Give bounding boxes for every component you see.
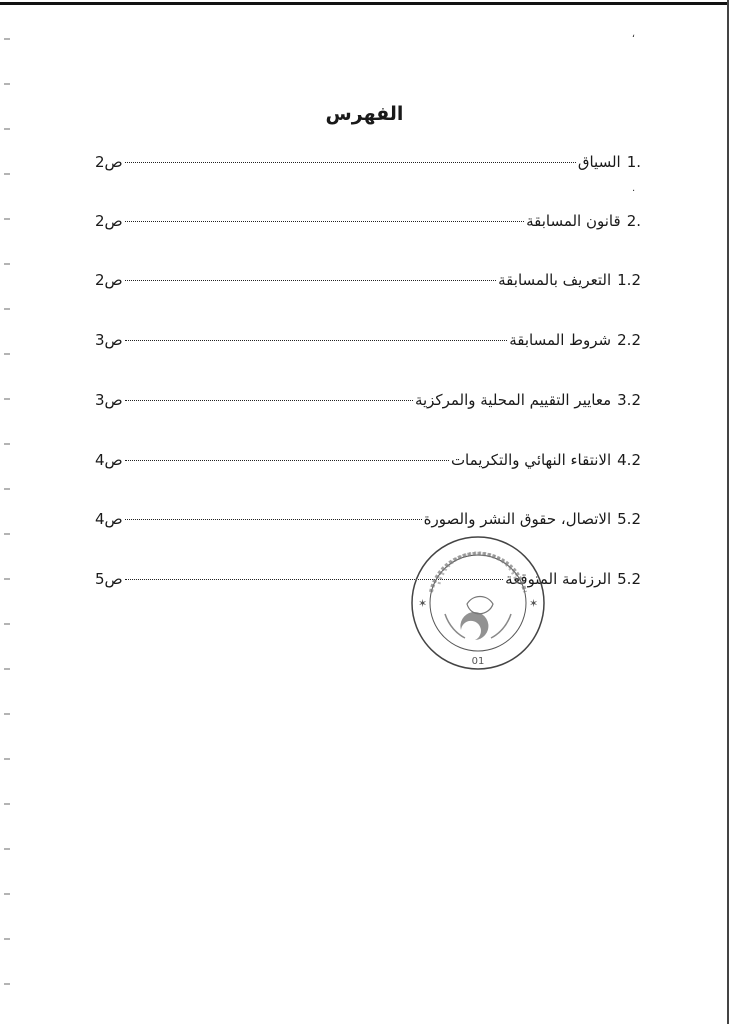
toc-entry-label: الرزنامة المتوقعة <box>505 570 612 588</box>
toc-entry-page: ص2 <box>95 271 123 289</box>
seal-number: 01 <box>471 656 485 667</box>
toc-entry-page: ص3 <box>95 331 123 349</box>
toc-entry-page: ص3 <box>95 391 123 409</box>
seal-branch-right-icon <box>491 614 511 638</box>
toc-leader-dots <box>125 162 576 163</box>
toc-entry-page: ص4 <box>95 510 123 528</box>
toc-entry <box>95 212 641 238</box>
seal-crescent-icon <box>460 612 488 640</box>
seal-emblem-icon <box>467 597 493 614</box>
toc-entry-label: شروط المسابقة <box>509 331 612 349</box>
seal-star-left-icon: ✶ <box>418 597 428 610</box>
toc-entry-label: التعريف بالمسابقة <box>498 271 612 289</box>
top-border-line <box>0 2 729 5</box>
toc-leader-dots <box>125 340 508 341</box>
toc-leader-dots <box>125 519 422 520</box>
toc-entry-number: 1.2 <box>617 271 641 289</box>
toc-entry-label: قانون المسابقة <box>526 212 621 230</box>
toc-entry-label: معايير التقييم المحلية والمركزية <box>414 391 612 409</box>
toc-entry-label: الانتقاء النهائي والتكريمات <box>450 451 612 469</box>
toc-entry-number: 2.2 <box>617 331 641 349</box>
toc-entry-number: 5.2 <box>617 570 641 588</box>
toc-entry-number: 1. <box>626 153 641 171</box>
toc-entry <box>95 331 641 357</box>
toc-entry-label: الاتصال، حقوق النشر والصورة <box>423 510 612 528</box>
toc-entry <box>95 451 641 477</box>
toc-entry <box>95 510 641 536</box>
seal-arc-lettering <box>431 554 525 592</box>
toc-entry <box>95 153 641 179</box>
toc-entry-page: ص2 <box>95 212 123 230</box>
toc-leader-dots <box>125 280 496 281</box>
toc-entry <box>95 391 641 417</box>
toc-entry-page: ص5 <box>95 570 123 588</box>
scan-edge-marks <box>4 20 10 1010</box>
scan-speck: · <box>632 186 636 197</box>
toc-leader-dots <box>125 221 524 222</box>
toc-entry-number: 3.2 <box>617 391 641 409</box>
page-title: الفهرس <box>325 103 404 125</box>
toc-entry <box>95 271 641 297</box>
toc-entry <box>95 570 641 596</box>
toc-entry-label: السياق <box>577 153 621 171</box>
seal-arc-lettering-inner <box>439 553 517 584</box>
seal-outer-ring <box>412 537 544 669</box>
official-seal <box>409 534 547 672</box>
toc-entry-page: ص4 <box>95 451 123 469</box>
toc-entry-number: 4.2 <box>617 451 641 469</box>
toc-leader-dots <box>125 400 413 401</box>
seal-star-right-icon: ✶ <box>529 597 539 610</box>
toc-entry-page: ص2 <box>95 153 123 171</box>
toc-entry-number: 5.2 <box>617 510 641 528</box>
scan-speck: ʻ <box>632 34 636 45</box>
toc-leader-dots <box>125 460 449 461</box>
toc-entry-number: 2. <box>626 212 641 230</box>
